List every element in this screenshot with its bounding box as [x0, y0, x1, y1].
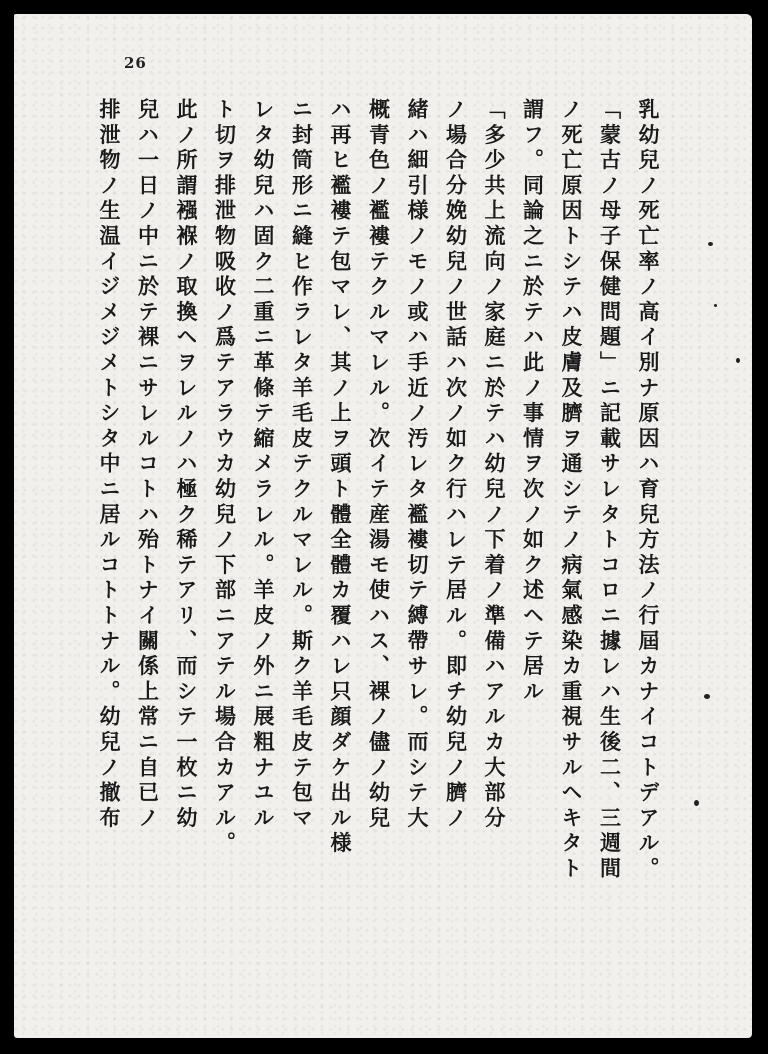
- text-column: 概青色ノ襤褸テクルマレル。次イテ産湯モ使ハス、裸ノ儘ノ幼兒: [366, 98, 391, 832]
- text-column: 排泄物ノ生温イジメジメトシタ中ニ居ルコトトナル。幼兒ノ撤布: [97, 98, 121, 832]
- ink-speck: [704, 694, 710, 699]
- text-column: 乳幼兒ノ死亡率ノ高イ別ナ原因ハ育兒方法ノ行屆カナイコトデアル。: [636, 98, 660, 883]
- document-page: [14, 14, 752, 1038]
- text-column: 緒ハ細引様ノモノ或ハ手近ノ汚レタ襤褸切テ縛帶サレ。而シテ大: [405, 98, 429, 832]
- text-column: ニ封筒形ニ縫ヒ作ラレタ羊毛皮テクルマレル。斯ク羊毛皮テ包マ: [289, 98, 314, 832]
- text-column: 「蒙古ノ母子保健問題」ニ記載サレタトコロニ據レハ生後二、三週間: [597, 98, 622, 883]
- ink-speck: [736, 358, 740, 363]
- text-column: ノ場合分娩幼兒ノ世話ハ次ノ如ク行ハレテ居ル。即チ幼兒ノ臍ノ: [443, 98, 468, 832]
- text-column: ハ再ヒ襤褸テ包マレ、其ノ上ヲ頭ト體全體カ覆ハレ只顔ダケ出ル様: [328, 98, 352, 857]
- ink-speck: [694, 800, 699, 806]
- vertical-text-block: [98, 98, 658, 918]
- text-column: 兒ハ一日ノ中ニ於テ裸ニサレルコトハ殆トナイ關係上常ニ自已ノ: [135, 98, 160, 832]
- ink-speck: [714, 304, 717, 307]
- text-column: 謂フ。同論之ニ於テハ此ノ事情ヲ次ノ如ク述ヘテ居ル: [520, 98, 545, 706]
- ink-speck: [708, 242, 713, 246]
- page-number: 26: [124, 54, 147, 72]
- text-column: ト切ヲ排泄物吸收ノ爲テアラウカ幼兒ノ下部ニアテル場合カアル。: [212, 98, 237, 857]
- text-column: 此ノ所謂襁褓ノ取換ヘヲレルノハ極ク稀テアリ、而シテ一枚ニ幼: [174, 98, 198, 832]
- text-column: レタ幼兒ハ固ク二重ニ革條テ縮メラレル。羊皮ノ外ニ展粗ナユル: [251, 98, 275, 832]
- text-column: ノ死亡原因トシテハ皮膚及臍ヲ通シテノ病氣感染カ重視サルヘキタト: [559, 98, 583, 883]
- text-column: 「多少共上流向ノ家庭ニ於テハ幼兒ノ下着ノ準備ハアルカ大部分: [482, 98, 506, 832]
